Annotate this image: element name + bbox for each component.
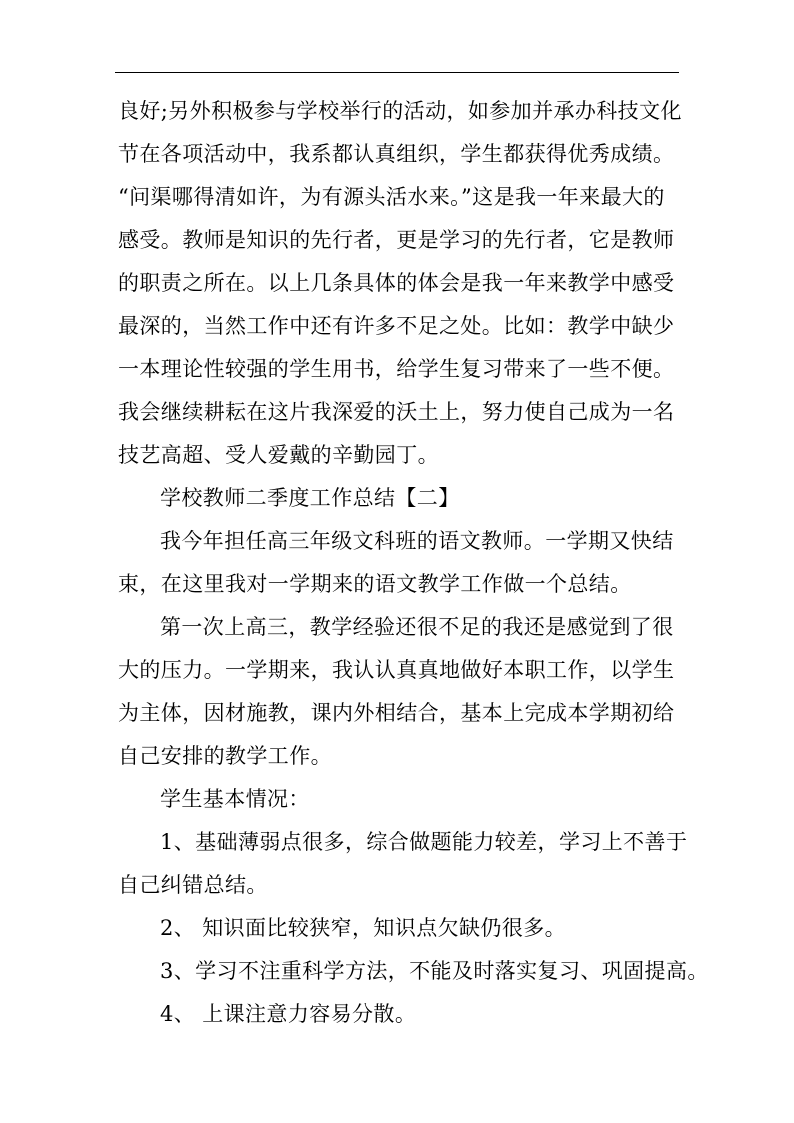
text-line: 束，在这里我对一学期来的语文教学工作做一个总结。 bbox=[118, 572, 632, 596]
text-line: 第一次上高三，教学经验还很不足的我还是感觉到了很 bbox=[160, 615, 674, 639]
header-divider bbox=[115, 72, 679, 73]
list-item: 3、学习不注重科学方法，不能及时落实复习、巩固提高。 bbox=[160, 959, 709, 983]
list-item: 2、 知识面比较狭窄，知识点欠缺仍很多。 bbox=[160, 916, 567, 940]
text-line: 节在各项活动中，我系都认真组织，学生都获得优秀成绩。 bbox=[118, 142, 675, 166]
text-line: 为主体，因材施教，课内外相结合，基本上完成本学期初给 bbox=[118, 701, 675, 725]
text-line: 技艺高超、受人爱戴的辛勤园丁。 bbox=[118, 443, 439, 467]
text-line: 我今年担任高三年级文科班的语文教师。一学期又快结 bbox=[160, 529, 674, 553]
text-line: 感受。教师是知识的先行者，更是学习的先行者，它是教师 bbox=[118, 228, 675, 252]
text-line: 一本理论性较强的学生用书，给学生复习带来了一些不便。 bbox=[118, 357, 675, 381]
section-heading: 学校教师二季度工作总结【二】 bbox=[160, 486, 460, 510]
list-item: 1、基础薄弱点很多，综合做题能力较差，学习上不善于 bbox=[160, 830, 688, 854]
list-item: 4、 上课注意力容易分散。 bbox=[160, 1002, 417, 1026]
text-line: 我会继续耕耘在这片我深爱的沃土上，努力使自己成为一名 bbox=[118, 400, 675, 424]
text-line: 的职责之所在。以上几条具体的体会是我一年来教学中感受 bbox=[118, 271, 675, 295]
text-line: 自己纠错总结。 bbox=[118, 873, 268, 897]
text-line: 自己安排的教学工作。 bbox=[118, 744, 332, 768]
text-line: “问渠哪得清如许，为有源头活水来。”这是我一年来最大的 bbox=[118, 185, 665, 209]
text-line: 大的压力。一学期来，我认认真真地做好本职工作，以学生 bbox=[118, 658, 675, 682]
text-line: 学生基本情况： bbox=[160, 787, 310, 811]
text-line: 最深的，当然工作中还有许多不足之处。比如：教学中缺少 bbox=[118, 314, 675, 338]
text-line: 良好;另外积极参与学校举行的活动，如参加并承办科技文化 bbox=[118, 99, 682, 123]
